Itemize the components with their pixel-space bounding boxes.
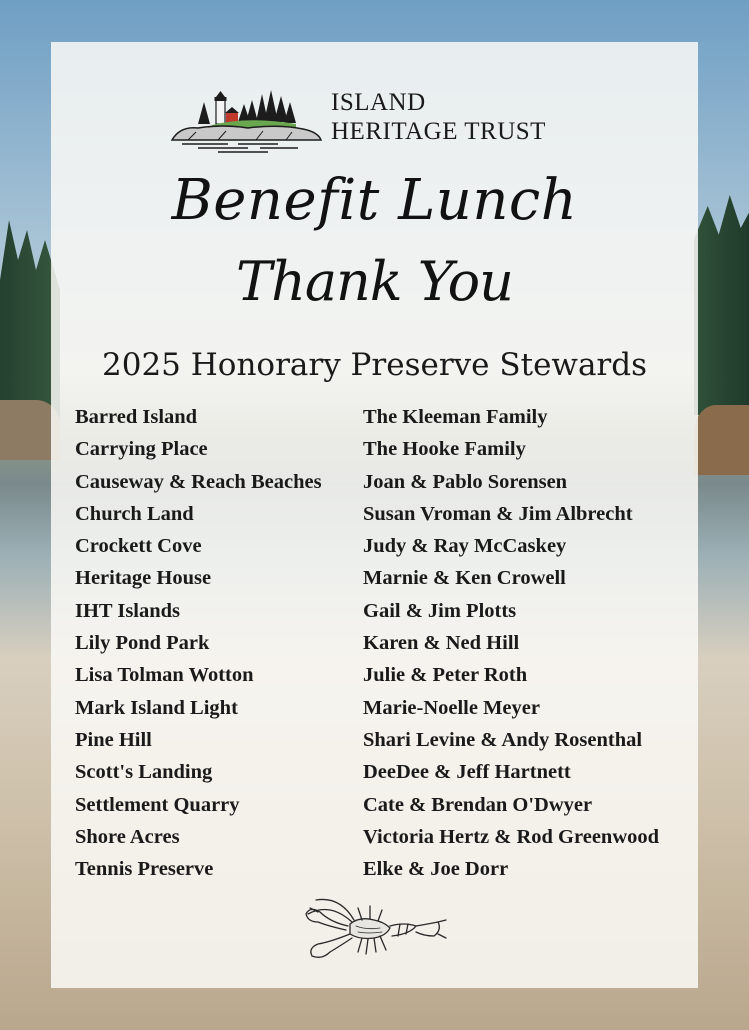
list-item: Julie & Peter Roth: [363, 664, 528, 687]
list-item: Marie-Noelle Meyer: [363, 696, 540, 719]
list-item: Lisa Tolman Wotton: [75, 664, 254, 687]
organization-name: [331, 88, 546, 146]
stewards-list-column-2: [363, 404, 659, 888]
list-item: Judy & Ray McCaskey: [363, 535, 567, 558]
list-item: Carrying Place: [75, 438, 208, 461]
list-item: Church Land: [75, 502, 194, 525]
list-item: Elke & Joe Dorr: [363, 858, 509, 881]
list-item: Susan Vroman & Jim Albrecht: [363, 502, 633, 525]
organization-name-line1: ISLAND: [331, 89, 426, 116]
list-item: Settlement Quarry: [75, 793, 240, 816]
thank-you-heading: Thank You: [236, 250, 513, 313]
list-item: Cate & Brendan O'Dwyer: [363, 793, 593, 816]
list-item: Shore Acres: [75, 825, 180, 848]
list-item: Gail & Jim Plotts: [363, 599, 517, 622]
list-item: Crockett Cove: [75, 535, 202, 558]
list-item: Causeway & Reach Beaches: [75, 470, 322, 493]
list-item: Barred Island: [75, 406, 198, 428]
lobster-icon: [300, 892, 450, 982]
event-title: Benefit Lunch: [171, 168, 578, 233]
list-item: Scott's Landing: [75, 761, 213, 784]
stewards-subtitle: 2025 Honorary Preserve Stewards: [102, 347, 647, 383]
list-item: Pine Hill: [75, 728, 152, 751]
list-item: The Kleeman Family: [363, 406, 548, 428]
lighthouse-island-logo-icon: [168, 88, 323, 154]
organization-name-line2: HERITAGE TRUST: [331, 118, 546, 145]
list-item: Mark Island Light: [75, 696, 238, 719]
rocks-right: [694, 405, 749, 475]
list-item: Tennis Preserve: [75, 858, 214, 881]
list-item: Shari Levine & Andy Rosenthal: [363, 728, 643, 751]
list-item: The Hooke Family: [363, 438, 526, 461]
list-item: IHT Islands: [75, 599, 181, 622]
stewards-list-column-1: [75, 404, 322, 888]
list-item: Heritage House: [75, 567, 212, 590]
list-item: Lily Pond Park: [75, 632, 210, 655]
list-item: DeeDee & Jeff Hartnett: [363, 761, 571, 784]
list-item: Karen & Ned Hill: [363, 632, 520, 655]
list-item: Marnie & Ken Crowell: [363, 567, 566, 590]
list-item: Joan & Pablo Sorensen: [363, 470, 568, 493]
list-item: Victoria Hertz & Rod Greenwood: [363, 825, 660, 848]
